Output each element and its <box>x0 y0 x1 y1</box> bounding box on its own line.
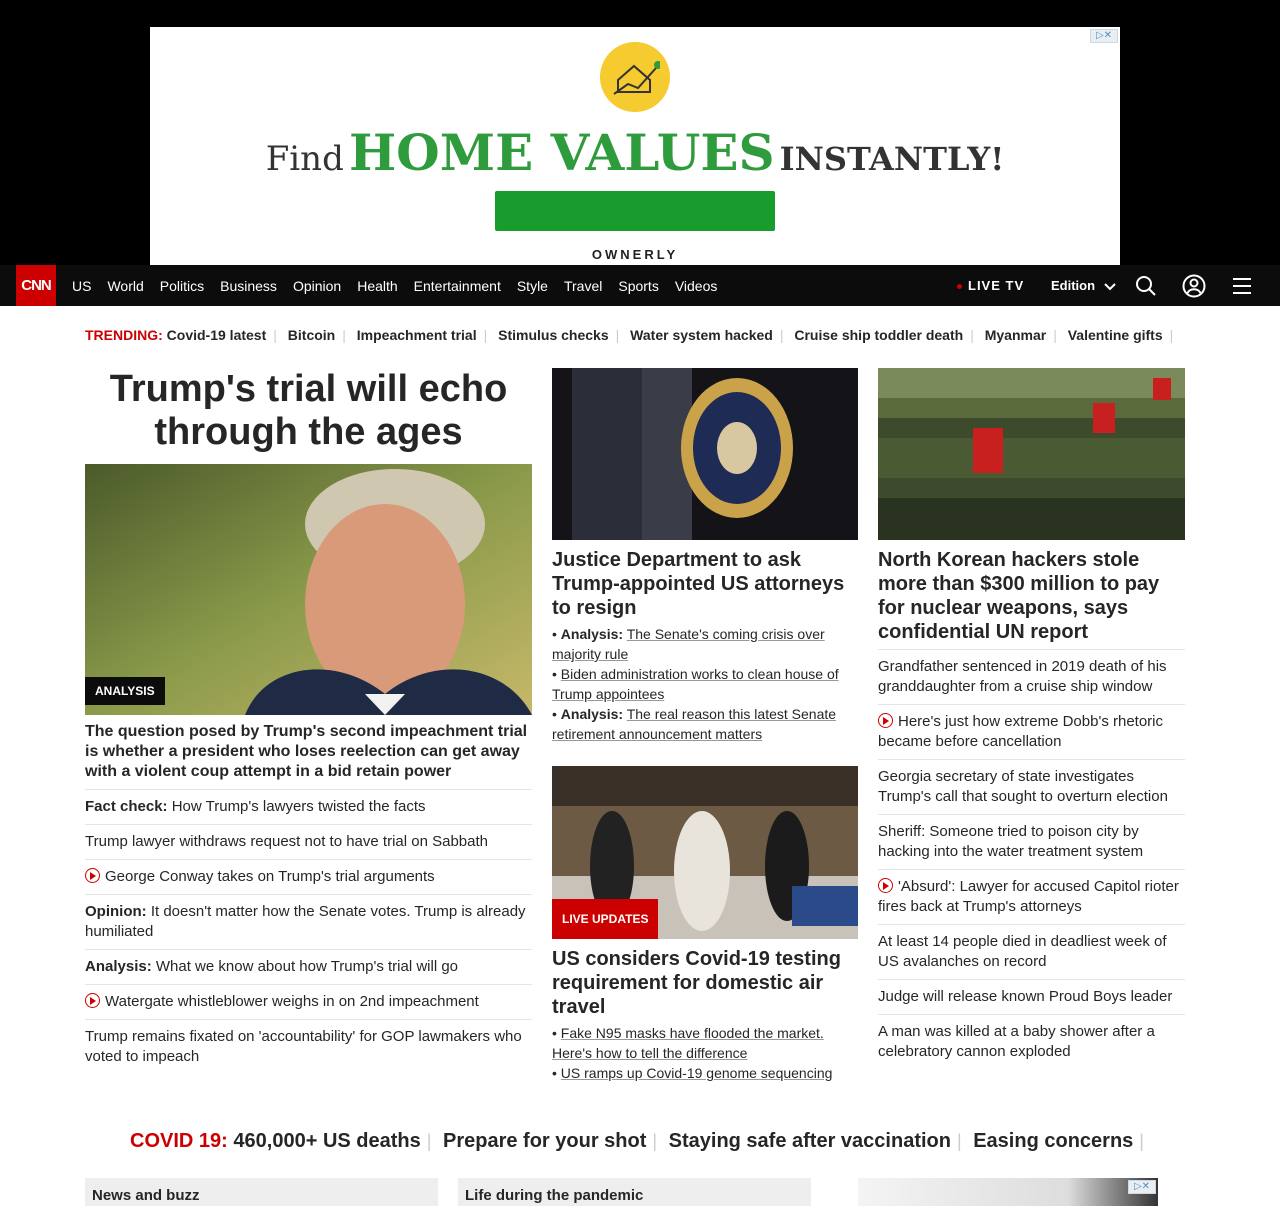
item-text: Trump remains fixated on 'accountability' for GOP lawmakers who voted to impeach <box>85 1028 522 1065</box>
story-bullets <box>552 1023 858 1083</box>
trending-item[interactable]: Cruise ship toddler death <box>794 327 964 343</box>
live-dot-icon <box>957 284 962 289</box>
menu-icon[interactable] <box>1230 274 1254 298</box>
bullet-link[interactable]: The real reason this latest Senate retirement announcement matters <box>552 706 837 742</box>
bullet-prefix: Analysis: <box>560 706 624 722</box>
doj-seal-image[interactable] <box>552 368 858 540</box>
nav-link-videos[interactable]: Videos <box>674 277 718 294</box>
bullet-link[interactable]: US ramps up Covid-19 genome sequencing <box>560 1065 833 1081</box>
live-updates-badge: LIVE UPDATES <box>552 899 658 939</box>
item-text: How Trump's lawyers twisted the facts <box>171 798 426 815</box>
bullet-item[interactable]: • Biden administration works to clean house of Trump appointees <box>552 666 839 702</box>
adchoices-icon[interactable]: ▷✕ <box>1090 29 1118 43</box>
sidebar-ad[interactable] <box>858 1178 1158 1206</box>
trending-divider: | <box>342 327 346 343</box>
story-headline[interactable]: North Korean hackers stole more than $300 million to pay for nuclear weapons, says confidential UN report <box>878 549 1160 643</box>
chevron-down-icon <box>1104 283 1116 291</box>
list-item[interactable] <box>878 979 1185 1014</box>
item-text: A man was killed at a baby shower after a celebratory cannon exploded <box>878 1023 1155 1060</box>
item-text: What we know about how Trump's trial will go <box>155 958 459 975</box>
nav-link-sports[interactable]: Sports <box>618 277 659 294</box>
trending-divider: | <box>779 327 784 343</box>
covid-divider: | <box>1139 1131 1144 1151</box>
item-text: Here's just how extreme Dobb's rhetoric became before cancellation <box>878 713 1163 750</box>
list-item[interactable] <box>85 859 532 894</box>
list-item[interactable] <box>878 704 1185 759</box>
list-item[interactable] <box>85 949 532 984</box>
item-text: Watergate whistleblower weighs in on 2nd impeachment <box>105 993 479 1010</box>
play-video-icon <box>878 713 893 728</box>
covid-link[interactable]: Staying safe after vaccination <box>668 1130 951 1152</box>
item-text: 'Absurd': Lawyer for accused Capitol rioter fires back at Trump's attorneys <box>878 878 1179 915</box>
nav-link-travel[interactable]: Travel <box>563 277 603 294</box>
trending-item[interactable]: Stimulus checks <box>498 327 609 343</box>
list-item[interactable] <box>85 824 532 859</box>
ad-cta-button[interactable] <box>495 191 775 231</box>
section-heading-news-buzz: News and buzz <box>85 1178 438 1206</box>
ad-brand: OWNERLY <box>591 247 679 262</box>
nav-link-style[interactable]: Style <box>516 277 548 294</box>
trending-bar <box>85 327 1180 343</box>
list-item[interactable] <box>85 789 532 824</box>
edition-dropdown[interactable] <box>1051 278 1116 293</box>
nav-link-entertainment[interactable]: Entertainment <box>413 277 501 294</box>
trending-divider: | <box>1053 327 1057 343</box>
parade-photo <box>878 368 1185 540</box>
list-item[interactable] <box>878 759 1185 814</box>
ad-headline <box>150 123 1120 182</box>
ad-strip <box>0 0 1280 265</box>
airport-image[interactable] <box>552 766 858 939</box>
bullet-item[interactable]: • Analysis: The Senate's coming crisis over majority rule <box>552 626 825 662</box>
analysis-badge: ANALYSIS <box>85 677 165 705</box>
hero-image[interactable] <box>85 464 532 715</box>
covid-divider: | <box>426 1131 432 1151</box>
trending-divider: | <box>483 327 488 343</box>
item-prefix: Fact check: <box>85 798 168 815</box>
covid-label: COVID 19: <box>130 1130 228 1152</box>
trending-divider: | <box>970 327 974 343</box>
account-icon[interactable] <box>1182 274 1206 298</box>
nav-link-opinion[interactable]: Opinion <box>292 277 342 294</box>
trending-item[interactable]: Impeachment trial <box>356 327 477 343</box>
bullet-item[interactable]: • US ramps up Covid-19 genome sequencing <box>552 1065 833 1081</box>
play-video-icon <box>85 993 100 1008</box>
covid-divider: | <box>956 1131 962 1151</box>
bullet-item[interactable]: • Fake N95 masks have flooded the market. Here's how to tell the difference <box>552 1025 824 1061</box>
trending-divider: | <box>615 327 620 343</box>
item-text: Sheriff: Someone tried to poison city by hacking into the water treatment system <box>878 823 1144 860</box>
nav-link-health[interactable]: Health <box>357 277 398 294</box>
list-item[interactable] <box>85 894 532 949</box>
story-headline[interactable]: US considers Covid-19 testing requirement for domestic air travel <box>552 948 841 1018</box>
covid-link[interactable]: 460,000+ US deaths <box>233 1130 421 1152</box>
hero-caption[interactable]: The question posed by Trump's second impeachment trial is whether a president who loses reelection can get away with a violent coup attempt in a bid retain power <box>85 723 528 780</box>
hero-headline[interactable]: Trump's trial will echo through the ages <box>109 368 508 453</box>
nav-link-business[interactable]: Business <box>220 277 277 294</box>
item-text: Trump lawyer withdraws request not to have trial on Sabbath <box>85 833 488 850</box>
trending-item[interactable]: Water system hacked <box>630 327 773 343</box>
item-text: George Conway takes on Trump's trial arguments <box>105 868 435 885</box>
item-text: Georgia secretary of state investigates Trump's call that sought to overturn election <box>878 768 1168 805</box>
item-text: Judge will release known Proud Boys leader <box>878 988 1173 1005</box>
story-bullets <box>552 624 858 744</box>
bullet-prefix: Analysis: <box>560 626 624 642</box>
right-story-list <box>878 649 1185 1069</box>
bullet-item[interactable]: • Analysis: The real reason this latest Senate retirement announcement matters <box>552 706 837 742</box>
nav-links <box>72 265 733 306</box>
live-tv-label: LIVE TV <box>968 278 1025 293</box>
house-chart-icon <box>600 42 670 112</box>
trending-divider: | <box>273 327 277 343</box>
live-tv-link[interactable] <box>957 278 1024 293</box>
item-text: Grandfather sentenced in 2019 death of his granddaughter from a cruise ship window <box>878 658 1167 695</box>
bullet-link[interactable]: Biden administration works to clean house of Trump appointees <box>552 666 839 702</box>
doj-photo <box>552 368 858 540</box>
covid-bar <box>0 1130 1280 1153</box>
list-item[interactable] <box>878 1014 1185 1069</box>
ad-headline-main: HOME VALUES <box>348 123 775 182</box>
item-text: At least 14 people died in deadliest week of US avalanches on record <box>878 933 1167 970</box>
trending-item[interactable]: Bitcoin <box>287 327 336 343</box>
trending-label: TRENDING: <box>85 327 163 343</box>
trending-item[interactable]: Valentine gifts <box>1067 327 1163 343</box>
nav-link-world[interactable]: World <box>107 277 144 294</box>
trending-divider: | <box>1169 327 1174 343</box>
item-prefix: Opinion: <box>85 903 147 920</box>
trending-item[interactable]: Covid-19 latest <box>166 327 267 343</box>
ad-headline-end: INSTANTLY! <box>779 140 1005 178</box>
item-prefix: Analysis: <box>85 958 152 975</box>
covid-link[interactable]: Prepare for your shot <box>443 1130 647 1152</box>
list-item[interactable] <box>878 814 1185 869</box>
item-text: It doesn't matter how the Senate votes. Trump is already humiliated <box>85 903 526 940</box>
edition-label: Edition <box>1051 278 1096 293</box>
main-nav <box>0 265 1280 306</box>
adchoices-icon[interactable]: ▷✕ <box>1128 1180 1156 1194</box>
list-item[interactable] <box>878 869 1185 924</box>
bullet-link[interactable]: Fake N95 masks have flooded the market. Here's how to tell the difference <box>552 1025 824 1061</box>
left-story-list <box>85 789 532 1074</box>
cnn-logo[interactable]: CNN <box>16 265 56 306</box>
trending-item[interactable]: Myanmar <box>984 327 1047 343</box>
ad-headline-find: Find <box>265 139 344 179</box>
search-icon[interactable] <box>1134 274 1158 298</box>
top-banner-ad[interactable] <box>150 27 1120 265</box>
covid-divider: | <box>652 1131 658 1151</box>
play-video-icon <box>85 868 100 883</box>
section-heading-pandemic: Life during the pandemic <box>458 1178 811 1206</box>
nav-link-us[interactable]: US <box>72 277 92 294</box>
covid-link[interactable]: Easing concerns <box>973 1130 1134 1152</box>
story-headline[interactable]: Justice Department to ask Trump-appointed US attorneys to resign <box>552 549 845 619</box>
north-korea-parade-image[interactable] <box>878 368 1185 540</box>
nav-link-politics[interactable]: Politics <box>159 277 205 294</box>
list-item[interactable] <box>878 924 1185 979</box>
bullet-link[interactable]: The Senate's coming crisis over majority rule <box>552 626 825 662</box>
list-item[interactable] <box>85 984 532 1019</box>
list-item[interactable] <box>85 1019 532 1074</box>
list-item[interactable] <box>878 649 1185 704</box>
play-video-icon <box>878 878 893 893</box>
